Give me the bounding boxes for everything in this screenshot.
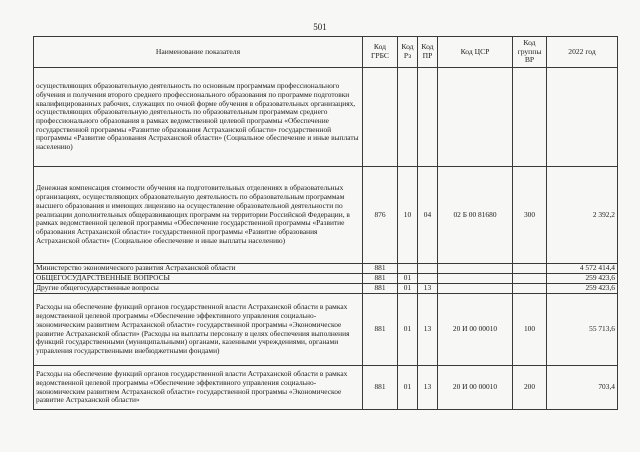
- row-csr: 02 Б 00 81680: [438, 167, 513, 264]
- table-row: [34, 167, 618, 264]
- table-row: [34, 274, 618, 284]
- page-number: 501: [313, 22, 327, 32]
- row-grbs: 881: [363, 264, 398, 274]
- row-rz: [398, 264, 418, 274]
- table-row: [34, 366, 618, 410]
- header-pr: Код ПР: [418, 37, 438, 68]
- header-year: 2022 год: [547, 37, 618, 68]
- header-vr: Код группы ВР: [513, 37, 547, 68]
- row-pr: [418, 264, 438, 274]
- header-rz: Код Рз: [398, 37, 418, 68]
- row-rz: 01: [398, 284, 418, 294]
- row-csr: [438, 264, 513, 274]
- row-amount: [547, 68, 618, 167]
- row-amount: 703,4: [547, 366, 618, 410]
- row-name: Министерство экономического развития Астраханской области: [34, 264, 363, 274]
- row-name: осуществляющих образовательную деятельность по основным программам профессионального обучения и получения второго среднего профессионального образования по программе подготовки квалифицированных рабочих, служащих по очной форме обучения в образовательных организациях, осуществляющих образовательную деятельность по образовательным программам среднего профессионального образования в рамках ведомственной целевой программы «Обеспечение государственной программы «Развитие образования Астраханской области» государственной программы «Развитие образования Астраханской области» (Социальное обеспечение и иные выплаты населению): [34, 68, 363, 167]
- row-csr: [438, 68, 513, 167]
- row-amount: 259 423,6: [547, 284, 618, 294]
- row-pr: [418, 274, 438, 284]
- row-pr: 13: [418, 294, 438, 366]
- row-name: Другие общегосударственные вопросы: [34, 284, 363, 294]
- table-row: [34, 284, 618, 294]
- row-csr: [438, 274, 513, 284]
- row-rz: [398, 68, 418, 167]
- row-rz: 01: [398, 366, 418, 410]
- row-pr: 04: [418, 167, 438, 264]
- row-rz: 01: [398, 274, 418, 284]
- row-amount: 4 572 414,4: [547, 264, 618, 274]
- row-csr: 20 И 00 00010: [438, 366, 513, 410]
- table-row: [34, 68, 618, 167]
- row-grbs: 876: [363, 167, 398, 264]
- row-grbs: 881: [363, 274, 398, 284]
- row-amount: 2 392,2: [547, 167, 618, 264]
- row-rz: 01: [398, 294, 418, 366]
- header-csr: Код ЦСР: [438, 37, 513, 68]
- row-vr: [513, 264, 547, 274]
- row-grbs: 881: [363, 366, 398, 410]
- row-amount: 259 423,6: [547, 274, 618, 284]
- table-header-row: [34, 37, 618, 68]
- table-row: [34, 264, 618, 274]
- row-name: Расходы на обеспечение функций органов государственной власти Астраханской области в рамках ведомственной целевой программы «Обеспечение эффективного управления социально-экономическим развитием Астраханской области» государственной программы «Экономическое развитие Астраханской области»: [34, 366, 363, 410]
- budget-table: [33, 36, 618, 410]
- row-csr: 20 И 00 00010: [438, 294, 513, 366]
- row-vr: [513, 274, 547, 284]
- row-grbs: 881: [363, 284, 398, 294]
- row-name: ОБЩЕГОСУДАРСТВЕННЫЕ ВОПРОСЫ: [34, 274, 363, 284]
- row-name: Денежная компенсация стоимости обучения на подготовительных отделениях в образовательных организациях, осуществляющих образовательную деятельность по образовательным программам высшего образования и имеющих лицензию на осуществление образовательной деятельности по реализации дополнительных общеразвивающих программ на территории Российской Федерации, в рамках ведомственной целевой программы «Обеспечение государственной программы «Развитие образования Астраханской области» государственной программы «Развитие образования Астраханской области» (Социальное обеспечение и иные выплаты населению): [34, 167, 363, 264]
- row-vr: [513, 68, 547, 167]
- row-rz: 10: [398, 167, 418, 264]
- row-vr: 100: [513, 294, 547, 366]
- row-name: Расходы на обеспечение функций органов государственной власти Астраханской области в рамках ведомственной целевой программы «Обеспечение эффективного управления социально-экономическим развитием Астраханской области» государственной программы «Экономическое развитие Астраханской области» (Расходы на выплаты персоналу в целях обеспечения выполнения функций государственными (муниципальными) органами, казенными учреждениями, органами управления государственными внебюджетными фондами): [34, 294, 363, 366]
- row-pr: 13: [418, 366, 438, 410]
- row-grbs: 881: [363, 294, 398, 366]
- row-amount: 55 713,6: [547, 294, 618, 366]
- header-name: Наименование показателя: [34, 37, 363, 68]
- table-row: [34, 294, 618, 366]
- row-csr: [438, 284, 513, 294]
- row-grbs: [363, 68, 398, 167]
- row-vr: 300: [513, 167, 547, 264]
- header-grbs: Код ГРБС: [363, 37, 398, 68]
- row-vr: 200: [513, 366, 547, 410]
- row-pr: 13: [418, 284, 438, 294]
- row-pr: [418, 68, 438, 167]
- row-vr: [513, 284, 547, 294]
